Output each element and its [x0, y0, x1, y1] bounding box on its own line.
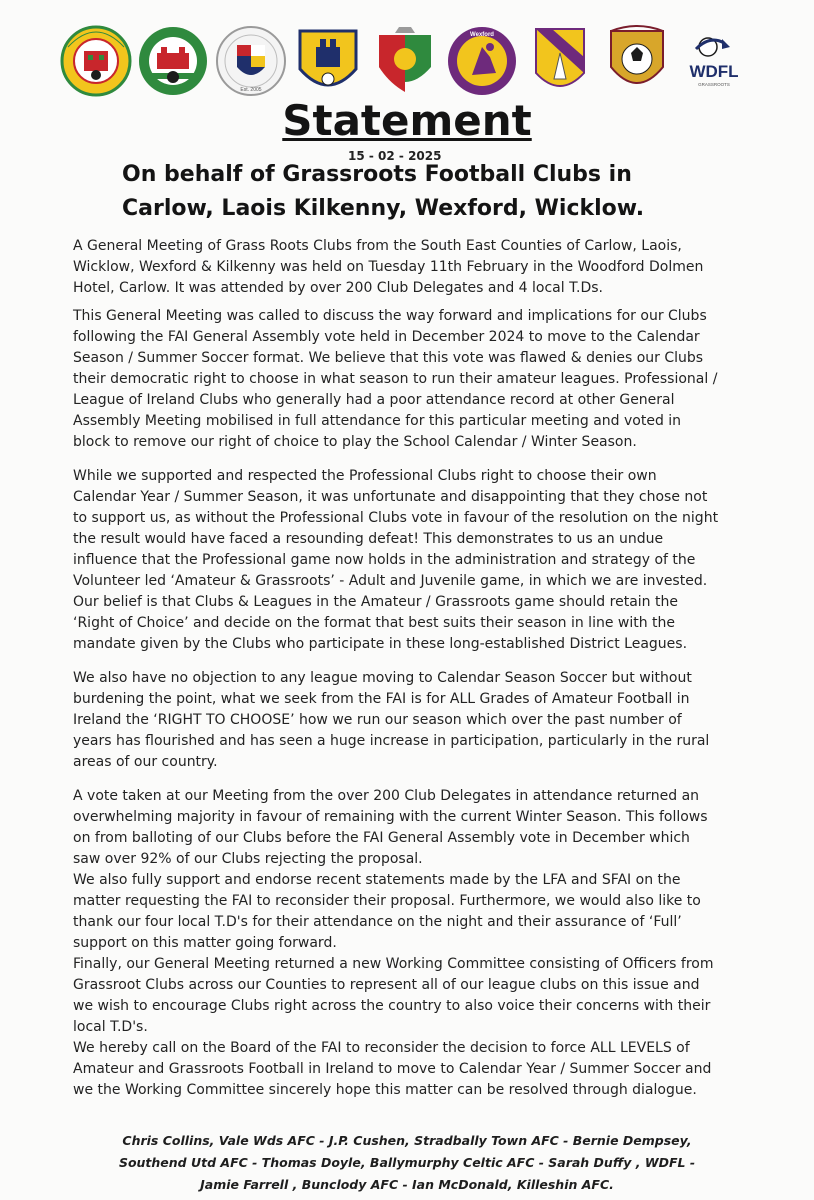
- body-line: Ireland the ‘RIGHT TO CHOOSE’ how we run our season which over the past number of: [73, 712, 682, 728]
- signatory-line: Jamie Farrell , Bunclody AFC - Ian McDonald, Killeshin AFC.: [200, 1177, 614, 1192]
- wdfl-logo-text: WDFL: [689, 62, 739, 81]
- signatory-line: Chris Collins, Vale Wds AFC - J.P. Cushen, Stradbally Town AFC - Bernie Dempsey,: [122, 1133, 692, 1148]
- body-line: Wicklow, Wexford & Kilkenny was held on Tuesday 11th February in the Woodford Dolmen: [73, 259, 704, 275]
- body-line: ‘Right of Choice’ and decide on the format that best suits their season in line with the: [73, 615, 676, 631]
- body-line: A General Meeting of Grass Roots Clubs from the South East Counties of Carlow, Laois,: [73, 238, 682, 254]
- body-line: overwhelming majority in favour of remaining with the current Winter Season. This follows: [73, 809, 708, 825]
- paragraph-3: [73, 466, 763, 655]
- laois-league-logo: [369, 17, 441, 103]
- paragraph-6: [73, 870, 763, 954]
- statement-body: [73, 236, 763, 1101]
- body-line: years has flourished and has seen a huge increase in participation, particularly in the rural: [73, 733, 710, 749]
- signatories: [0, 1130, 814, 1196]
- body-line: areas of our country.: [73, 754, 218, 770]
- body-line: matter requesting the FAI to reconsider their proposal. Furthermore, we would also like to: [73, 893, 701, 909]
- body-line: we the Working Committee sincerely hope this matter can be resolved through dialogue.: [73, 1082, 697, 1098]
- wexford-logo-text: Wexford: [470, 32, 495, 38]
- paragraph-2: [73, 306, 763, 453]
- body-line: on from balloting of our Clubs before the FAI General Assembly vote in December which: [73, 830, 690, 846]
- body-line: A vote taken at our Meeting from the over 200 Club Delegates in attendance returned an: [73, 788, 700, 804]
- wicklow-league-logo: [524, 17, 596, 103]
- body-line: We also fully support and endorse recent statements made by the LFA and SFAI on the: [73, 872, 681, 888]
- body-line: Hotel, Carlow. It was attended by over 200 Club Delegates and 4 local T.Ds.: [73, 280, 603, 296]
- paragraph-8: [73, 1038, 763, 1101]
- body-line: This General Meeting was called to discuss the way forward and implications for our Clubs: [73, 308, 707, 324]
- paragraph-1: [73, 236, 763, 299]
- body-line: block to remove our right of choice to play the School Calendar / Winter Season.: [73, 434, 637, 450]
- body-line: Amateur and Grassroots Football in Ireland to move to Calendar Year / Summer Soccer and: [73, 1061, 712, 1077]
- body-line: Assembly Meeting mobilised in full attendance for this particular meeting and voted in: [73, 413, 682, 429]
- combined-counties-est: Est. 2005: [239, 87, 262, 93]
- body-line: burdening the point, what we seek from the FAI is for ALL Grades of Amateur Football in: [73, 691, 690, 707]
- statement-subtitle: [122, 158, 762, 226]
- body-line: Calendar Year / Summer Season, it was unfortunate and disappointing that they chose not: [73, 489, 708, 505]
- wdfl-logo: [678, 17, 750, 103]
- body-line: Volunteer led ‘Amateur & Grassroots’ - Adult and Juvenile game, in which we are invested.: [73, 573, 708, 589]
- body-line: thank our four local T.D's for their attendance on the night and their assurance of ‘Full’: [73, 914, 682, 930]
- signatory-line: Southend Utd AFC - Thomas Doyle, Ballymurphy Celtic AFC - Sarah Duffy , WDFL -: [118, 1155, 696, 1170]
- body-line: the result would have faced a resounding defeat! This demonstrates to us an undue: [73, 531, 664, 547]
- wdfl-logo-subtext: GRASSROOTS: [698, 82, 730, 87]
- body-line: mandate given by the Clubs who participate in these long-established District Leagues.: [73, 636, 688, 652]
- body-line: We hereby call on the Board of the FAI to reconsider the decision to force ALL LEVELS of: [73, 1040, 690, 1056]
- paragraph-4: [73, 668, 763, 773]
- body-line: Finally, our General Meeting returned a new Working Committee consisting of Officers from: [73, 956, 714, 972]
- kilkenny-league-logo: [292, 17, 364, 103]
- body-line: we wish to encourage Clubs right across the country to also voice their concerns with their: [73, 998, 711, 1014]
- league-logos-row: [60, 14, 750, 106]
- carlow-juvenile-league-logo: [137, 17, 209, 103]
- body-line: support on this matter going forward.: [73, 935, 337, 951]
- body-line: local T.D's.: [73, 1019, 148, 1035]
- carlow-district-league-logo: [60, 17, 132, 103]
- subtitle-line: Carlow, Laois Kilkenny, Wexford, Wicklow.: [122, 196, 645, 221]
- body-line: following the FAI General Assembly vote held in December 2024 to move to the Calendar: [73, 329, 700, 345]
- body-line: Season / Summer Soccer format. We believe that this vote was flawed & denies our Clubs: [73, 350, 704, 366]
- page-title: Statement: [282, 96, 532, 145]
- body-line: Grassroot Clubs across our Counties to represent all of our league clubs on this issue and: [73, 977, 700, 993]
- combined-counties-league-logo: [215, 17, 287, 103]
- wexford-league-logo: [446, 17, 518, 103]
- paragraph-7: [73, 954, 763, 1038]
- statement-date: 15 - 02 - 2025: [348, 149, 442, 163]
- body-line: League of Ireland Clubs who generally had a poor attendance record at other General: [73, 392, 675, 408]
- body-line: influence that the Professional game now holds in the administration and strategy of the: [73, 552, 696, 568]
- body-line: saw over 92% of our Clubs rejecting the proposal.: [73, 851, 423, 867]
- body-line: Our belief is that Clubs & Leagues in the Amateur / Grassroots game should retain the: [73, 594, 678, 610]
- body-line: We also have no objection to any league moving to Calendar Season Soccer but without: [73, 670, 692, 686]
- wexford-district-league-logo: [601, 17, 673, 103]
- body-line: While we supported and respected the Professional Clubs right to choose their own: [73, 468, 657, 484]
- paragraph-5: [73, 786, 763, 870]
- body-line: their democratic right to choose in what season to run their amateur leagues. Professional /: [73, 371, 718, 387]
- subtitle-line: On behalf of Grassroots Football Clubs in: [122, 162, 632, 187]
- body-line: to support us, as without the Professional Clubs vote in favour of the resolution on the night: [73, 510, 719, 526]
